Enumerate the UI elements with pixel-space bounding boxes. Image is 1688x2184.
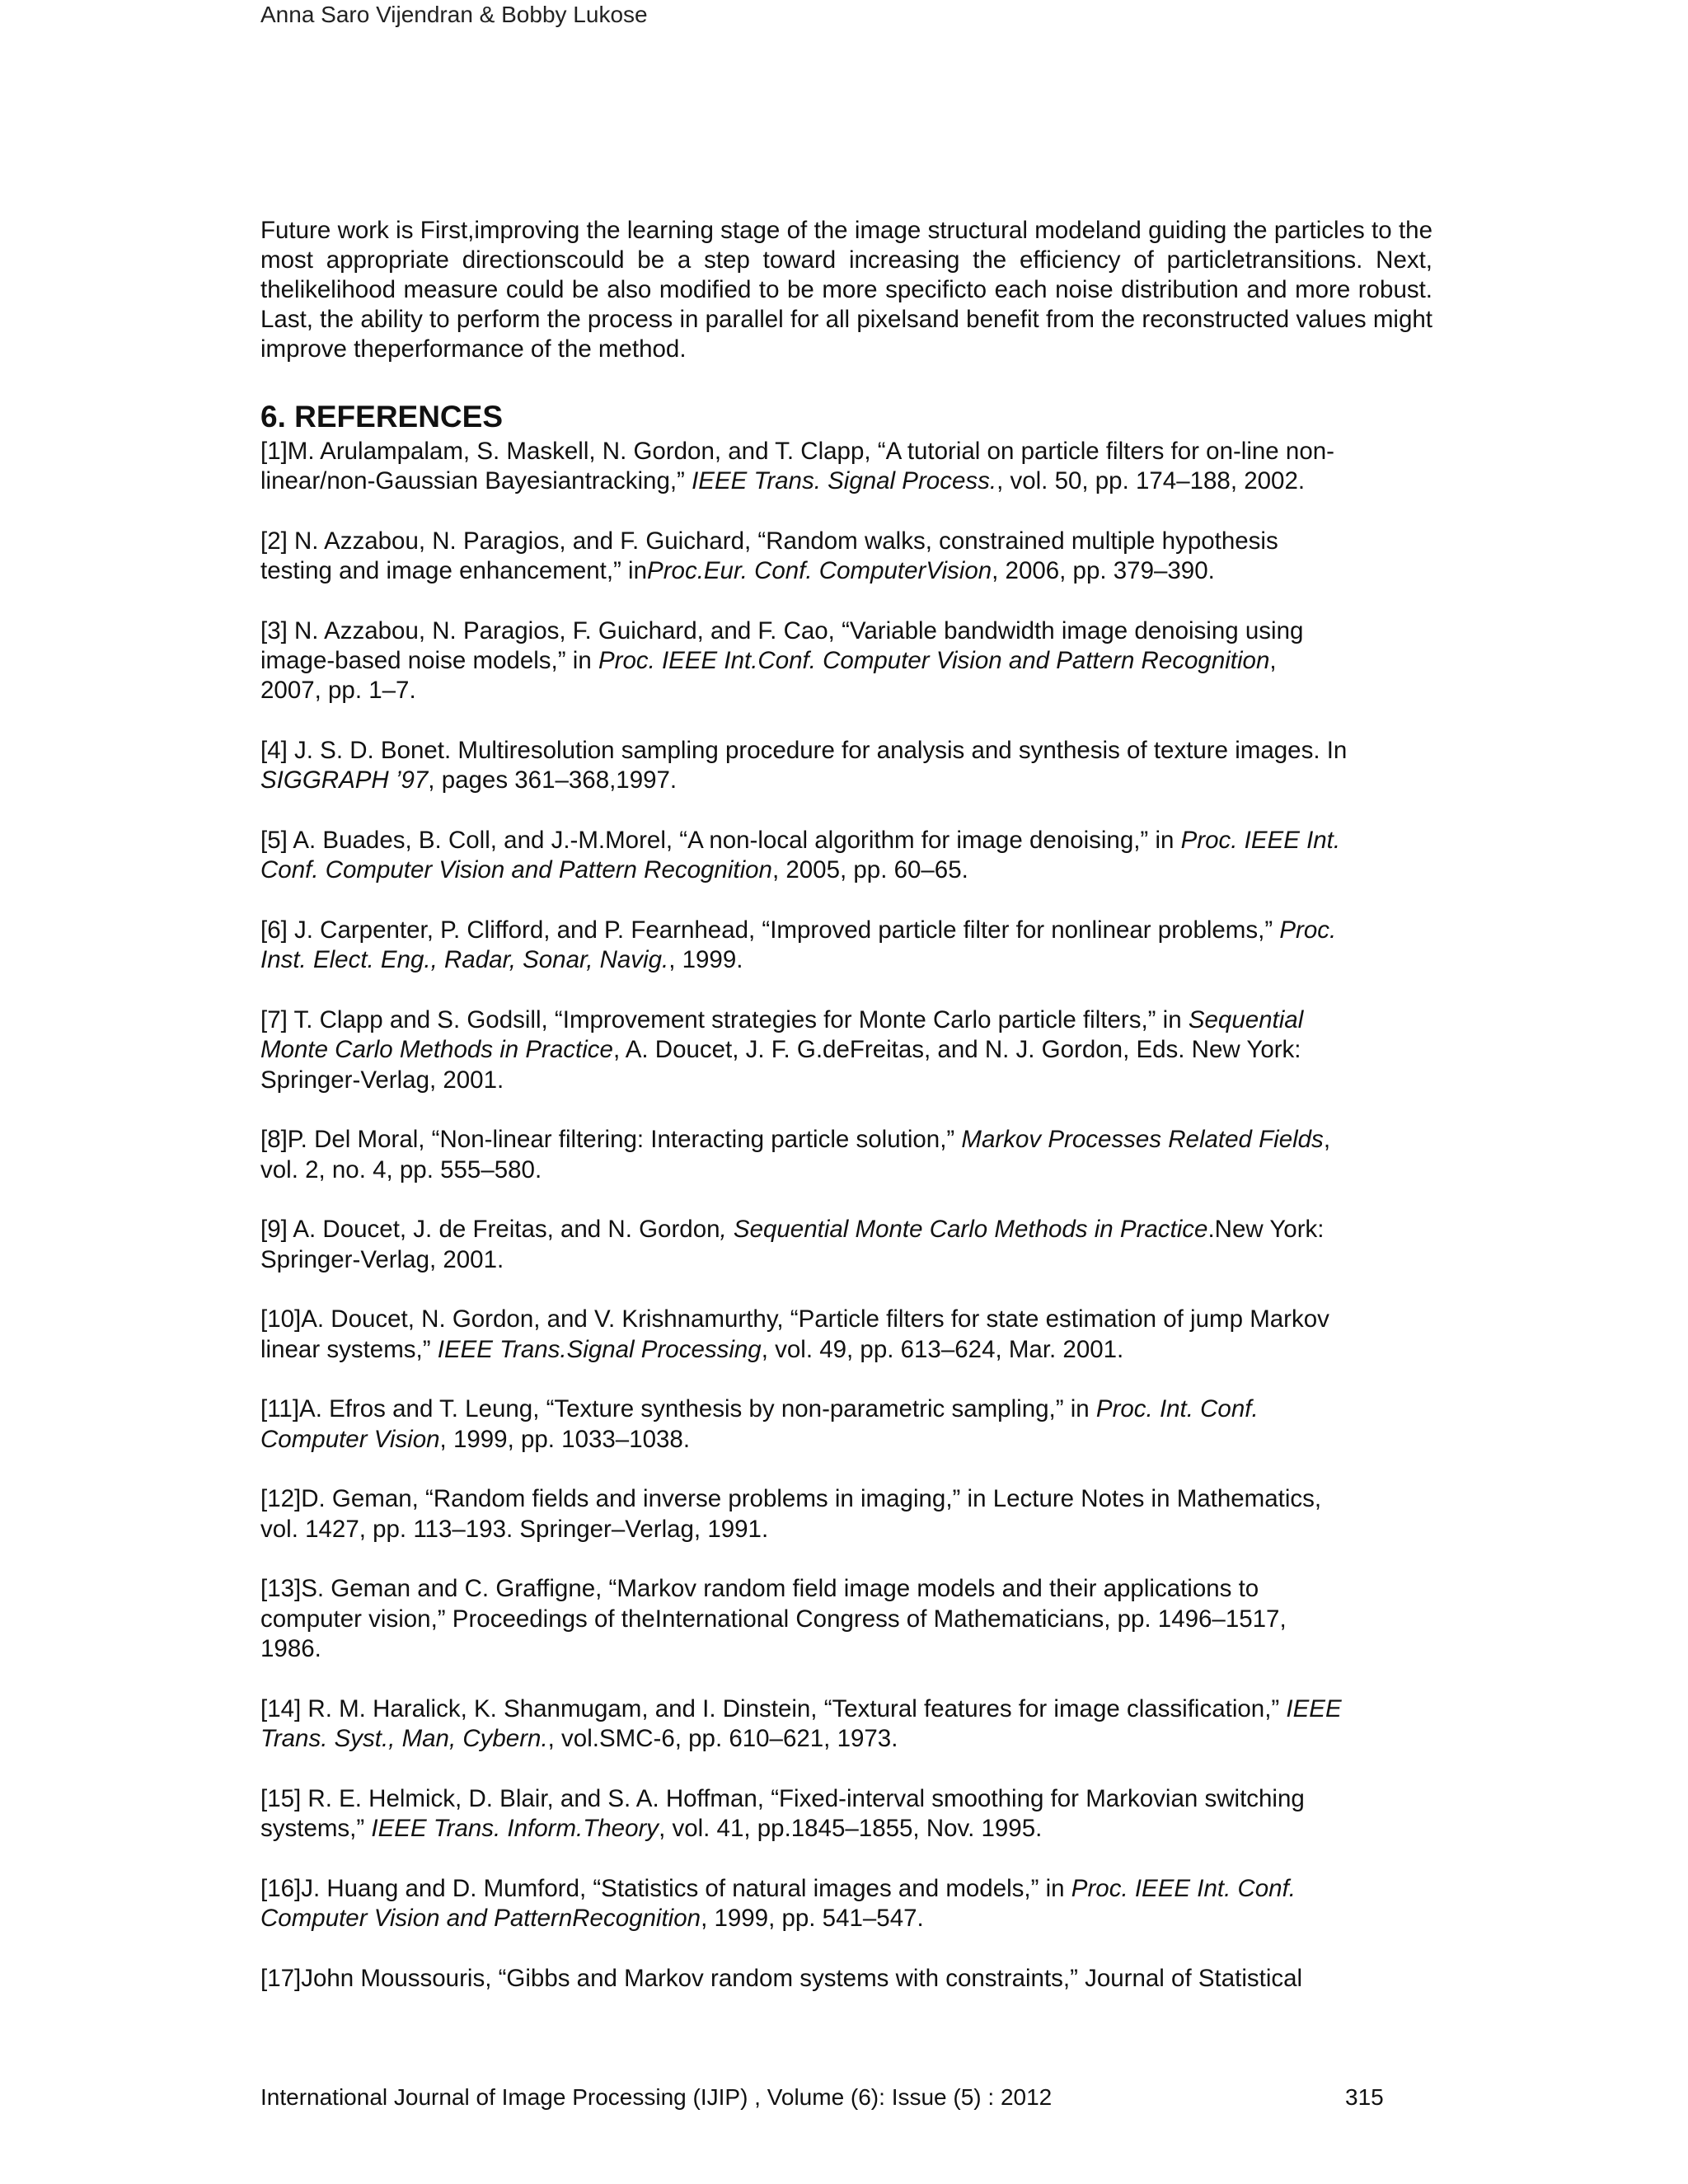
reference-2-details: , 2006, pp. 379–390. [992,557,1215,585]
reference-8-venue: Markov Processes Related Fields [961,1126,1324,1154]
reference-7-details: , A. Doucet, J. F. G.deFreitas, and N. J. Gordon, Eds. New York: Springer-Verlag, 2001. [260,1036,1301,1094]
reference-16-details: , 1999, pp. 541–547. [701,1904,924,1932]
reference-15 [260,1784,1432,1844]
reference-9-text: [9] A. Doucet, J. de Freitas, and N. Gordon [260,1216,720,1244]
reference-14-details: , vol.SMC-6, pp. 610–621, 1973. [547,1724,898,1752]
reference-2-venue: Proc.Eur. Conf. ComputerVision [647,557,992,585]
reference-14-venue: IEEE Trans. Syst., Man, Cybern. [260,1694,1342,1752]
reference-5-venue: Proc. IEEE Int. Conf. Computer Vision and Pattern Recognition [260,827,1341,884]
reference-7 [260,1005,1432,1095]
reference-10-venue: IEEE Trans.Signal Processing [437,1335,762,1363]
reference-3-details: , 2007, pp. 1–7. [260,647,1277,705]
reference-14 [260,1694,1432,1754]
references-heading: 6. REFERENCES [260,400,504,434]
reference-13 [260,1574,1432,1664]
reference-13-text: [13]S. Geman and C. Graffigne, “Markov random field image models and their applications to computer vision,” Proceedings of theInternational Congress of Mathematicians, pp. 1496–1517, 1986. [260,1575,1287,1662]
reference-7-venue: Sequential Monte Carlo Methods in Practice [260,1006,1304,1064]
reference-2-text: [2] N. Azzabou, N. Paragios, and F. Guichard, “Random walks, constrained multiple hypothesis testing and image enhancement,” in [260,527,1278,585]
reference-6-text: [6] J. Carpenter, P. Clifford, and P. Fearnhead, “Improved particle filter for nonlinear problems,” [260,916,1280,944]
reference-11-details: , 1999, pp. 1033–1038. [439,1425,691,1453]
reference-4-text: [4] J. S. D. Bonet. Multiresolution sampling procedure for analysis and synthesis of texture images. In [260,737,1348,765]
page-number: 315 [1345,2084,1384,2110]
reference-3 [260,616,1432,706]
reference-8-details: , vol. 2, no. 4, pp. 555–580. [260,1126,1331,1183]
reference-2 [260,527,1432,586]
reference-16-text: [16]J. Huang and D. Mumford, “Statistics of natural images and models,” in [260,1874,1071,1902]
reference-6-details: , 1999. [668,946,743,974]
reference-9-details: .New York: Springer-Verlag, 2001. [260,1216,1325,1273]
reference-10-details: , vol. 49, pp. 613–624, Mar. 2001. [761,1335,1124,1363]
reference-11-venue: Proc. Int. Conf. Computer Vision [260,1395,1259,1453]
reference-7-text: [7] T. Clapp and S. Godsill, “Improvement strategies for Monte Carlo particle filters,” in [260,1006,1189,1034]
reference-8-text: [8]P. Del Moral, “Non-linear filtering: Interacting particle solution,” [260,1126,962,1154]
reference-16 [260,1874,1432,1933]
reference-11-text: [11]A. Efros and T. Leung, “Texture synthesis by non-parametric sampling,” in [260,1395,1096,1423]
reference-3-venue: Proc. IEEE Int.Conf. Computer Vision and Pattern Recognition [598,647,1270,675]
reference-1-venue: IEEE Trans. Signal Process. [692,467,997,495]
reference-17-text: [17]John Moussouris, “Gibbs and Markov random systems with constraints,” Journal of Statistical [260,1964,1303,1992]
reference-6 [260,916,1432,975]
future-work-paragraph: Future work is First,improving the learning stage of the image structural modeland guiding the particles to the most appropriate directionscould be a step toward increasing the efficiency of particletransitions. Next, thelikelihood measure could be also modified to be more specificto each noise distribution and more robust. Last, the ability to perform the process in parallel for all pixelsand benefit from the reconstructed values might improve theperformance of the method. [260,217,1432,363]
footer-journal-citation: International Journal of Image Processing (IJIP) , Volume (6): Issue (5) : 2012 [260,2084,1053,2110]
reference-5-details: , 2005, pp. 60–65. [771,856,968,884]
reference-1-details: , vol. 50, pp. 174–188, 2002. [996,467,1306,495]
reference-1 [260,437,1432,496]
reference-4-details: , pages 361–368,1997. [428,766,678,794]
reference-11 [260,1394,1432,1454]
reference-1-text: [1]M. Arulampalam, S. Maskell, N. Gordon, and T. Clapp, “A tutorial on particle filters for on-line non- linear/non-Gaussian Bayesiantracking,” [260,438,1334,495]
reference-12-text: [12]D. Geman, “Random fields and inverse problems in imaging,” in Lecture Notes in Mathematics, vol. 1427, pp. 113–193. Springer–Verlag, 1991. [260,1485,1322,1543]
reference-15-details: , vol. 41, pp.1845–1855, Nov. 1995. [659,1814,1043,1842]
reference-16-venue: Proc. IEEE Int. Conf. Computer Vision and PatternRecognition [260,1874,1296,1932]
reference-3-text: [3] N. Azzabou, N. Paragios, F. Guichard, and F. Cao, “Variable bandwidth image denoising using image-based noise models,” in [260,617,1304,675]
reference-9-venue: , Sequential Monte Carlo Methods in Practice [720,1216,1208,1244]
reference-10 [260,1305,1432,1364]
reference-15-text: [15] R. E. Helmick, D. Blair, and S. A. Hoffman, “Fixed-interval smoothing for Markovian switching systems,” [260,1784,1305,1842]
reference-4-venue: SIGGRAPH ’97 [260,766,429,794]
reference-6-venue: Proc. Inst. Elect. Eng., Radar, Sonar, Navig. [260,916,1337,974]
reference-list [260,437,1432,2023]
reference-14-text: [14] R. M. Haralick, K. Shanmugam, and I. Dinstein, “Textural features for image classification,” [260,1694,1287,1722]
reference-9 [260,1215,1432,1274]
reference-4 [260,736,1432,795]
running-header-authors: Anna Saro Vijendran & Bobby Lukose [260,2,648,27]
reference-8 [260,1125,1432,1184]
reference-10-text: [10]A. Doucet, N. Gordon, and V. Krishnamurthy, “Particle filters for state estimation of jump Markov linear systems,” [260,1305,1329,1363]
reference-17 [260,1964,1432,1994]
reference-15-venue: IEEE Trans. Inform.Theory [371,1814,659,1842]
reference-12 [260,1484,1432,1544]
reference-5 [260,826,1432,885]
reference-5-text: [5] A. Buades, B. Coll, and J.-M.Morel, “A non-local algorithm for image denoising,” in [260,827,1181,855]
